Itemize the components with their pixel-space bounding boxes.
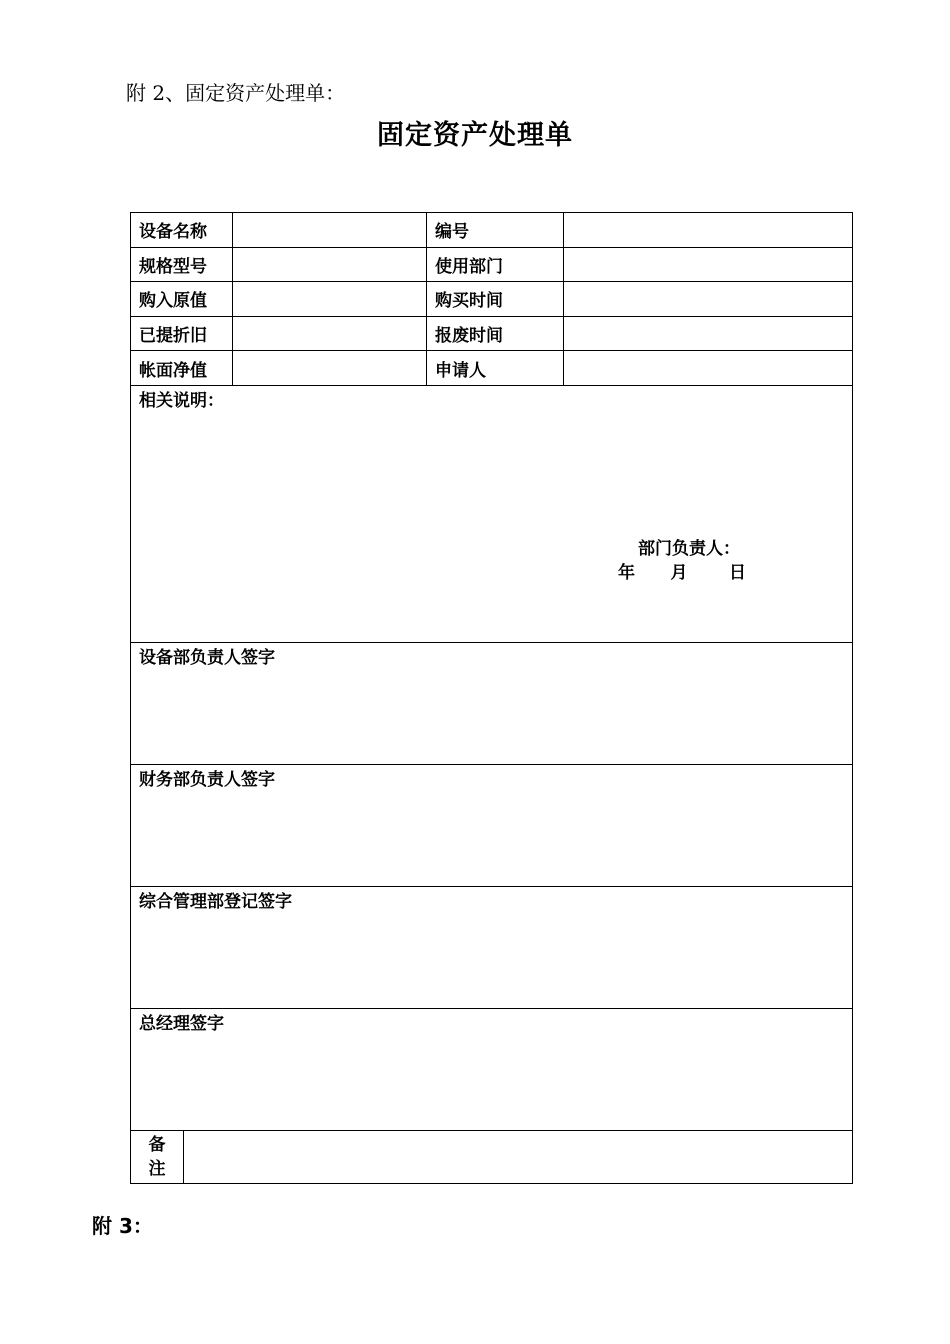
label-serial-number: 编号	[427, 213, 564, 248]
label-using-department: 使用部门	[427, 247, 564, 282]
form-row-model	[131, 247, 853, 282]
label-model: 规格型号	[131, 247, 233, 282]
value-original-value[interactable]	[233, 282, 427, 317]
sign-cell-general-manager[interactable]: 总经理签字	[131, 1008, 853, 1130]
sign-cell-finance-dept[interactable]: 财务部负责人签字	[131, 764, 853, 886]
form-row-depreciation	[131, 316, 853, 351]
form-row-general-manager-sign	[131, 1008, 853, 1130]
label-equipment-name: 设备名称	[131, 213, 233, 248]
label-scrap-date: 报废时间	[427, 316, 564, 351]
remarks-label	[131, 1130, 184, 1183]
sign-cell-equipment-dept[interactable]: 设备部负责人签字	[131, 642, 853, 764]
value-purchase-date[interactable]	[564, 282, 853, 317]
form-row-net-value	[131, 351, 853, 386]
label-depreciation: 已提折旧	[131, 316, 233, 351]
asset-disposal-form	[130, 212, 853, 1184]
date-line: 年 月 日	[618, 562, 746, 583]
form-row-equipment-dept-sign	[131, 642, 853, 764]
value-model[interactable]	[233, 247, 427, 282]
value-applicant[interactable]	[564, 351, 853, 386]
remarks-label-line2: 注	[148, 1158, 166, 1179]
form-row-original-value	[131, 282, 853, 317]
form-row-admin-dept-sign	[131, 886, 853, 1008]
label-purchase-date: 购买时间	[427, 282, 564, 317]
value-serial-number[interactable]	[564, 213, 853, 248]
label-applicant: 申请人	[427, 351, 564, 386]
remarks-label-line1: 备	[148, 1134, 166, 1155]
form-row-equipment-name	[131, 213, 853, 248]
value-net-value[interactable]	[233, 351, 427, 386]
label-original-value: 购入原值	[131, 282, 233, 317]
form-row-finance-dept-sign	[131, 764, 853, 886]
description-label: 相关说明：	[139, 390, 224, 411]
annex-label: 附 2、固定资产处理单：	[126, 81, 346, 105]
annex3-label: 附 3：	[92, 1214, 153, 1238]
dept-head-label: 部门负责人：	[638, 538, 740, 559]
value-equipment-name[interactable]	[233, 213, 427, 248]
form-row-description	[131, 385, 853, 642]
value-using-department[interactable]	[564, 247, 853, 282]
description-cell[interactable]	[131, 385, 853, 642]
sign-cell-admin-dept[interactable]: 综合管理部登记签字	[131, 886, 853, 1008]
remarks-value[interactable]	[184, 1130, 853, 1183]
form-row-remarks	[131, 1130, 853, 1183]
form-title: 固定资产处理单	[377, 120, 573, 151]
value-scrap-date[interactable]	[564, 316, 853, 351]
value-depreciation[interactable]	[233, 316, 427, 351]
label-net-value: 帐面净值	[131, 351, 233, 386]
